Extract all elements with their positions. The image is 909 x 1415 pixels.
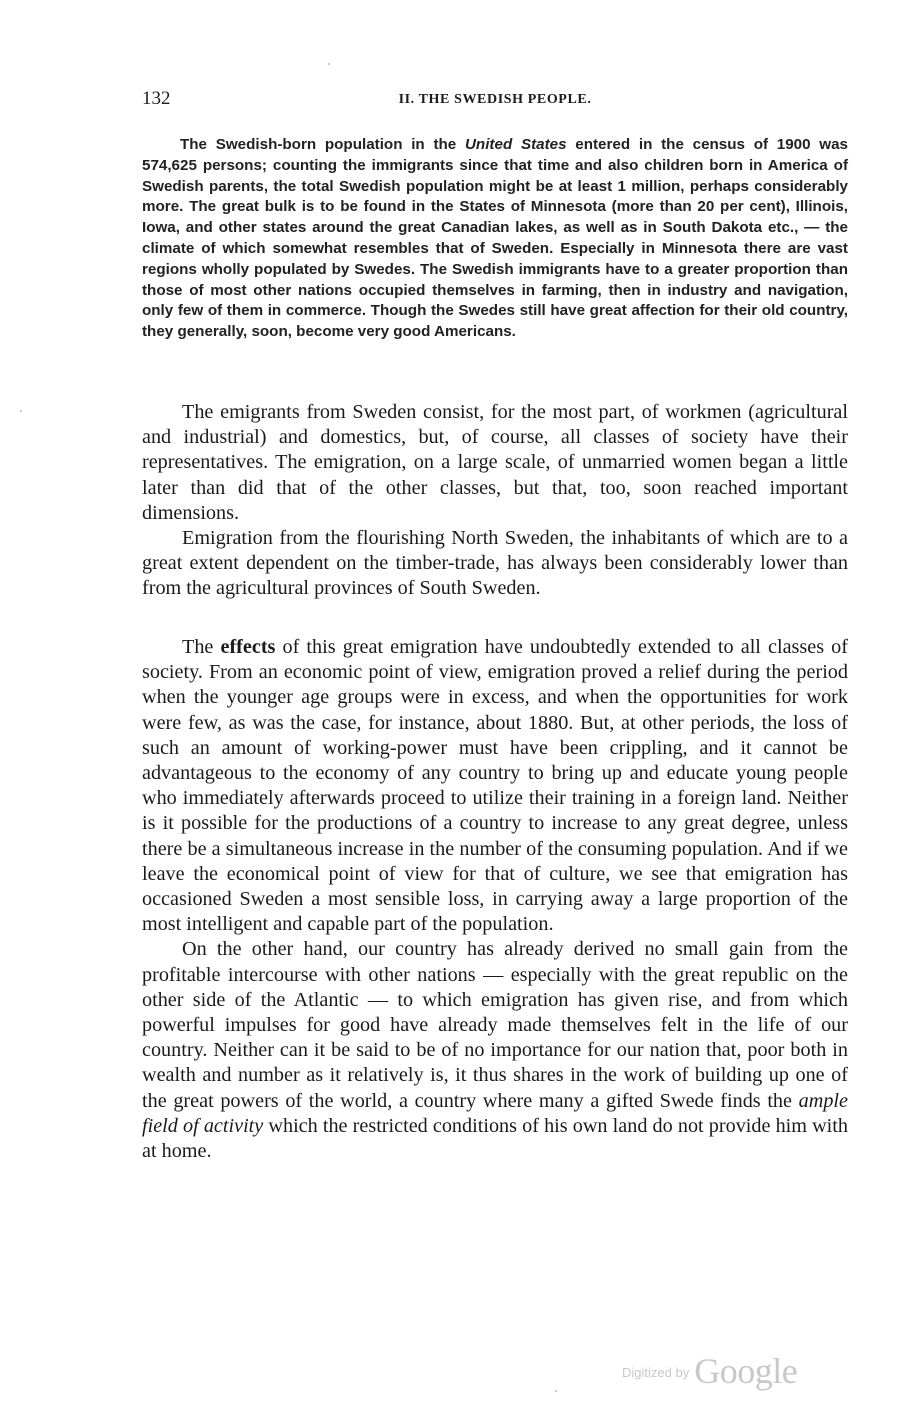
paragraph-other-hand-emphasis: ample field of activity — [142, 1089, 848, 1137]
paragraph-effects-text-b: of this great emigration have undoubtedly extended to all classes of society. From an economic point of view, emigration proved a relief during the period when the younger age groups were in excess, and when the opportunities for work were few, as was the case, for instance, about 1880. But, at other periods, the loss of such an amount of working-power must have been crippling, and it cannot be advantageous to the economy of any country to bring up and educate young people who immediately afterwards proceed to utilize their training in a foreign land. Neither is it possible for the productions of a country to increase to any great degree, unless there be a simultaneous increase in the number of the consuming population. And if we leave the economical point of view for that of culture, we see that emigration has occasioned Sweden a most sensible loss, in carrying away a large proportion of the most intelligent and capable part of the population. — [142, 636, 849, 936]
body-section-1 — [142, 400, 848, 602]
page-number: 132 — [142, 88, 171, 109]
note-emphasis: United States — [464, 136, 567, 153]
paragraph-north-sweden: Emigration from the flourishing North Sweden, the inhabitants of which are to a great extent dependent on the timber-trade, has always been considerably lower than from the agricultural provinces of South Sweden. — [142, 527, 848, 600]
running-title: II. THE SWEDISH PEOPLE. — [398, 92, 592, 107]
paragraph-effects — [142, 635, 848, 937]
paragraph-other-hand — [142, 937, 848, 1164]
scan-speck — [20, 410, 22, 412]
watermark-prefix: Digitized by — [622, 1365, 690, 1380]
watermark-logo: Google — [694, 1351, 798, 1391]
paragraph-effects-text-a: The — [182, 636, 221, 658]
footnote-paragraph — [142, 135, 848, 343]
body-section-2 — [142, 635, 848, 1164]
digitized-watermark — [622, 1350, 797, 1392]
note-text-1: The Swedish-born population in the — [180, 136, 465, 153]
paragraph-emigrants: The emigrants from Sweden consist, for the most part, of workmen (agricultural and industrial) and domestics, but, of course, all classes of society have their representatives. The emigration, on a large scale, of unmarried women began a little later than did that of the other classes, but that, too, soon reached important dimensions. — [142, 401, 848, 524]
paragraph-other-hand-text-a: On the other hand, our country has already derived no small gain from the profitable intercourse with other nations — especially with the great republic on the other side of the Atlantic — to which emigration has given rise, and from which powerful impulses for good have already made themselves felt in the life of our country. Neither can it be said to be of no importance for our nation that, poor both in wealth and number as it relatively is, it thus shares in the work of building up one of the great powers of the world, a country where many a gifted Swede finds the — [142, 938, 848, 1112]
scan-speck — [328, 63, 330, 65]
paragraph-effects-keyword: effects — [220, 636, 276, 658]
note-text-2: entered in the census of 1900 was 574,625 persons; counting the immigrants since that time and also children born in America of Swedish parents, the total Swedish population might be at least 1 million, perhaps considerably more. The great bulk is to be found in the States of Minnesota (more than 20 per cent), Illinois, Iowa, and other states around the great Canadian lakes, as well as in South Dakota etc., — the climate of which somewhat resembles that of Sweden. Especially in Minnesota there are vast regions wholly populated by Swedes. The Swedish immigrants have to a greater proportion than those of most other nations occupied themselves in farming, then in industry and navigation, only few of them in commerce. Though the Swedes still have great affection for their old country, they generally, soon, become very good Americans. — [142, 136, 848, 341]
page-header — [142, 88, 848, 118]
scan-speck — [555, 1390, 557, 1392]
paragraph-other-hand-text-b: which the restricted conditions of his own land do not provide him with at home. — [142, 1114, 848, 1163]
